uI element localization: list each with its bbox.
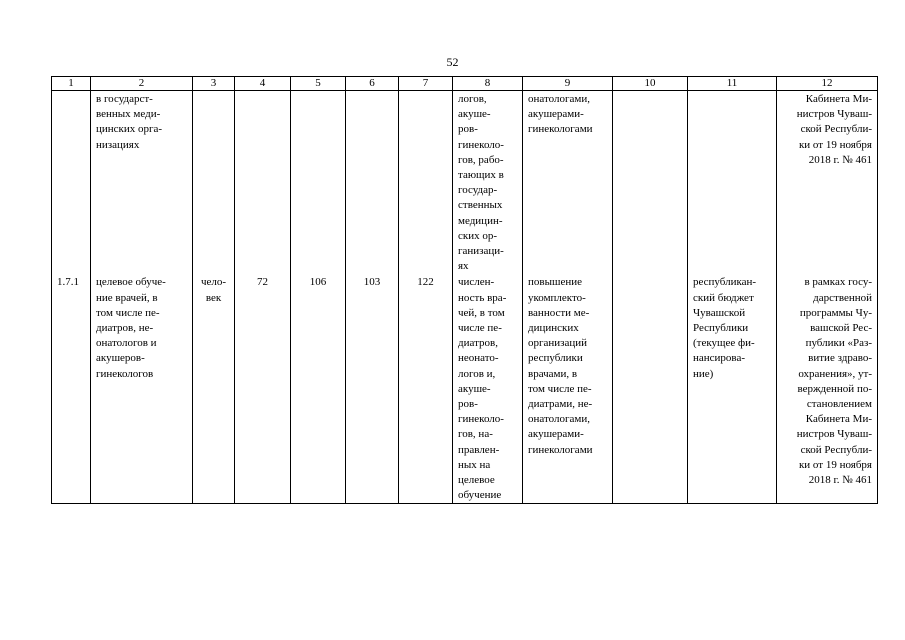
column-number: 2 [91, 77, 193, 91]
unit-cell: чело- век [193, 274, 235, 504]
value-cell: 72 [235, 274, 291, 504]
column-number: 7 [399, 77, 453, 91]
column-number: 6 [346, 77, 399, 91]
column-number: 8 [453, 77, 523, 91]
value-cell: 122 [399, 274, 453, 504]
column-number: 3 [193, 77, 235, 91]
empty-cell [613, 274, 688, 504]
value-cell [399, 91, 453, 275]
unit-cell [193, 91, 235, 275]
column-number: 12 [777, 77, 878, 91]
column-number: 1 [52, 77, 91, 91]
table-row [52, 274, 878, 504]
column-number-row [52, 77, 878, 91]
page-number: 52 [446, 55, 459, 69]
value-cell: 106 [291, 274, 346, 504]
funding-source-cell: республикан- ский бюджет Чувашской Республики (текущее фи- нансирова- ние) [688, 274, 777, 504]
indicator-cell: числен- ность вра- чей, в том числе пе- диатров, неонато- логов и, акуше- ров- гинеколо- гов, на- правлен- ных на целевое обучение [453, 274, 523, 504]
program-table [51, 76, 878, 504]
column-number: 5 [291, 77, 346, 91]
value-cell [291, 91, 346, 275]
value-cell: 103 [346, 274, 399, 504]
measure-name-cell: целевое обуче- ние врачей, в том числе пе- диатров, не- онатологов и акушеров- гинекологов [91, 274, 193, 504]
funding-source-cell [688, 91, 777, 275]
empty-cell [613, 91, 688, 275]
column-number: 11 [688, 77, 777, 91]
result-cell: онатологами, акушерами- гинекологами [523, 91, 613, 275]
basis-cell: Кабинета Ми- нистров Чуваш- ской Республи- ки от 19 ноября 2018 г. № 461 [777, 91, 878, 275]
column-number: 4 [235, 77, 291, 91]
item-number-cell: 1.7.1 [52, 274, 91, 504]
result-cell: повышение укомплекто- ванности ме- дицинских организаций республики врачами, в том числе пе- диатрами, не- онатологами, акушерами- гинекологами [523, 274, 613, 504]
item-number-cell [52, 91, 91, 275]
column-number: 10 [613, 77, 688, 91]
basis-cell: в рамках госу- дарственной программы Чу- вашской Рес- публики «Раз- витие здраво- охранения», ут- вержденной по- становлением Кабинета Ми- нистров Чуваш- ской Республи- ки от 19 ноября 2018 г. № 461 [777, 274, 878, 504]
table-row [52, 91, 878, 275]
indicator-cell: логов, акуше- ров- гинеколо- гов, рабо- тающих в государ- ственных медицин- ских ор- ганизаци- ях [453, 91, 523, 275]
value-cell [235, 91, 291, 275]
measure-name-cell: в государст- венных меди- цинских орга- низациях [91, 91, 193, 275]
column-number: 9 [523, 77, 613, 91]
value-cell [346, 91, 399, 275]
